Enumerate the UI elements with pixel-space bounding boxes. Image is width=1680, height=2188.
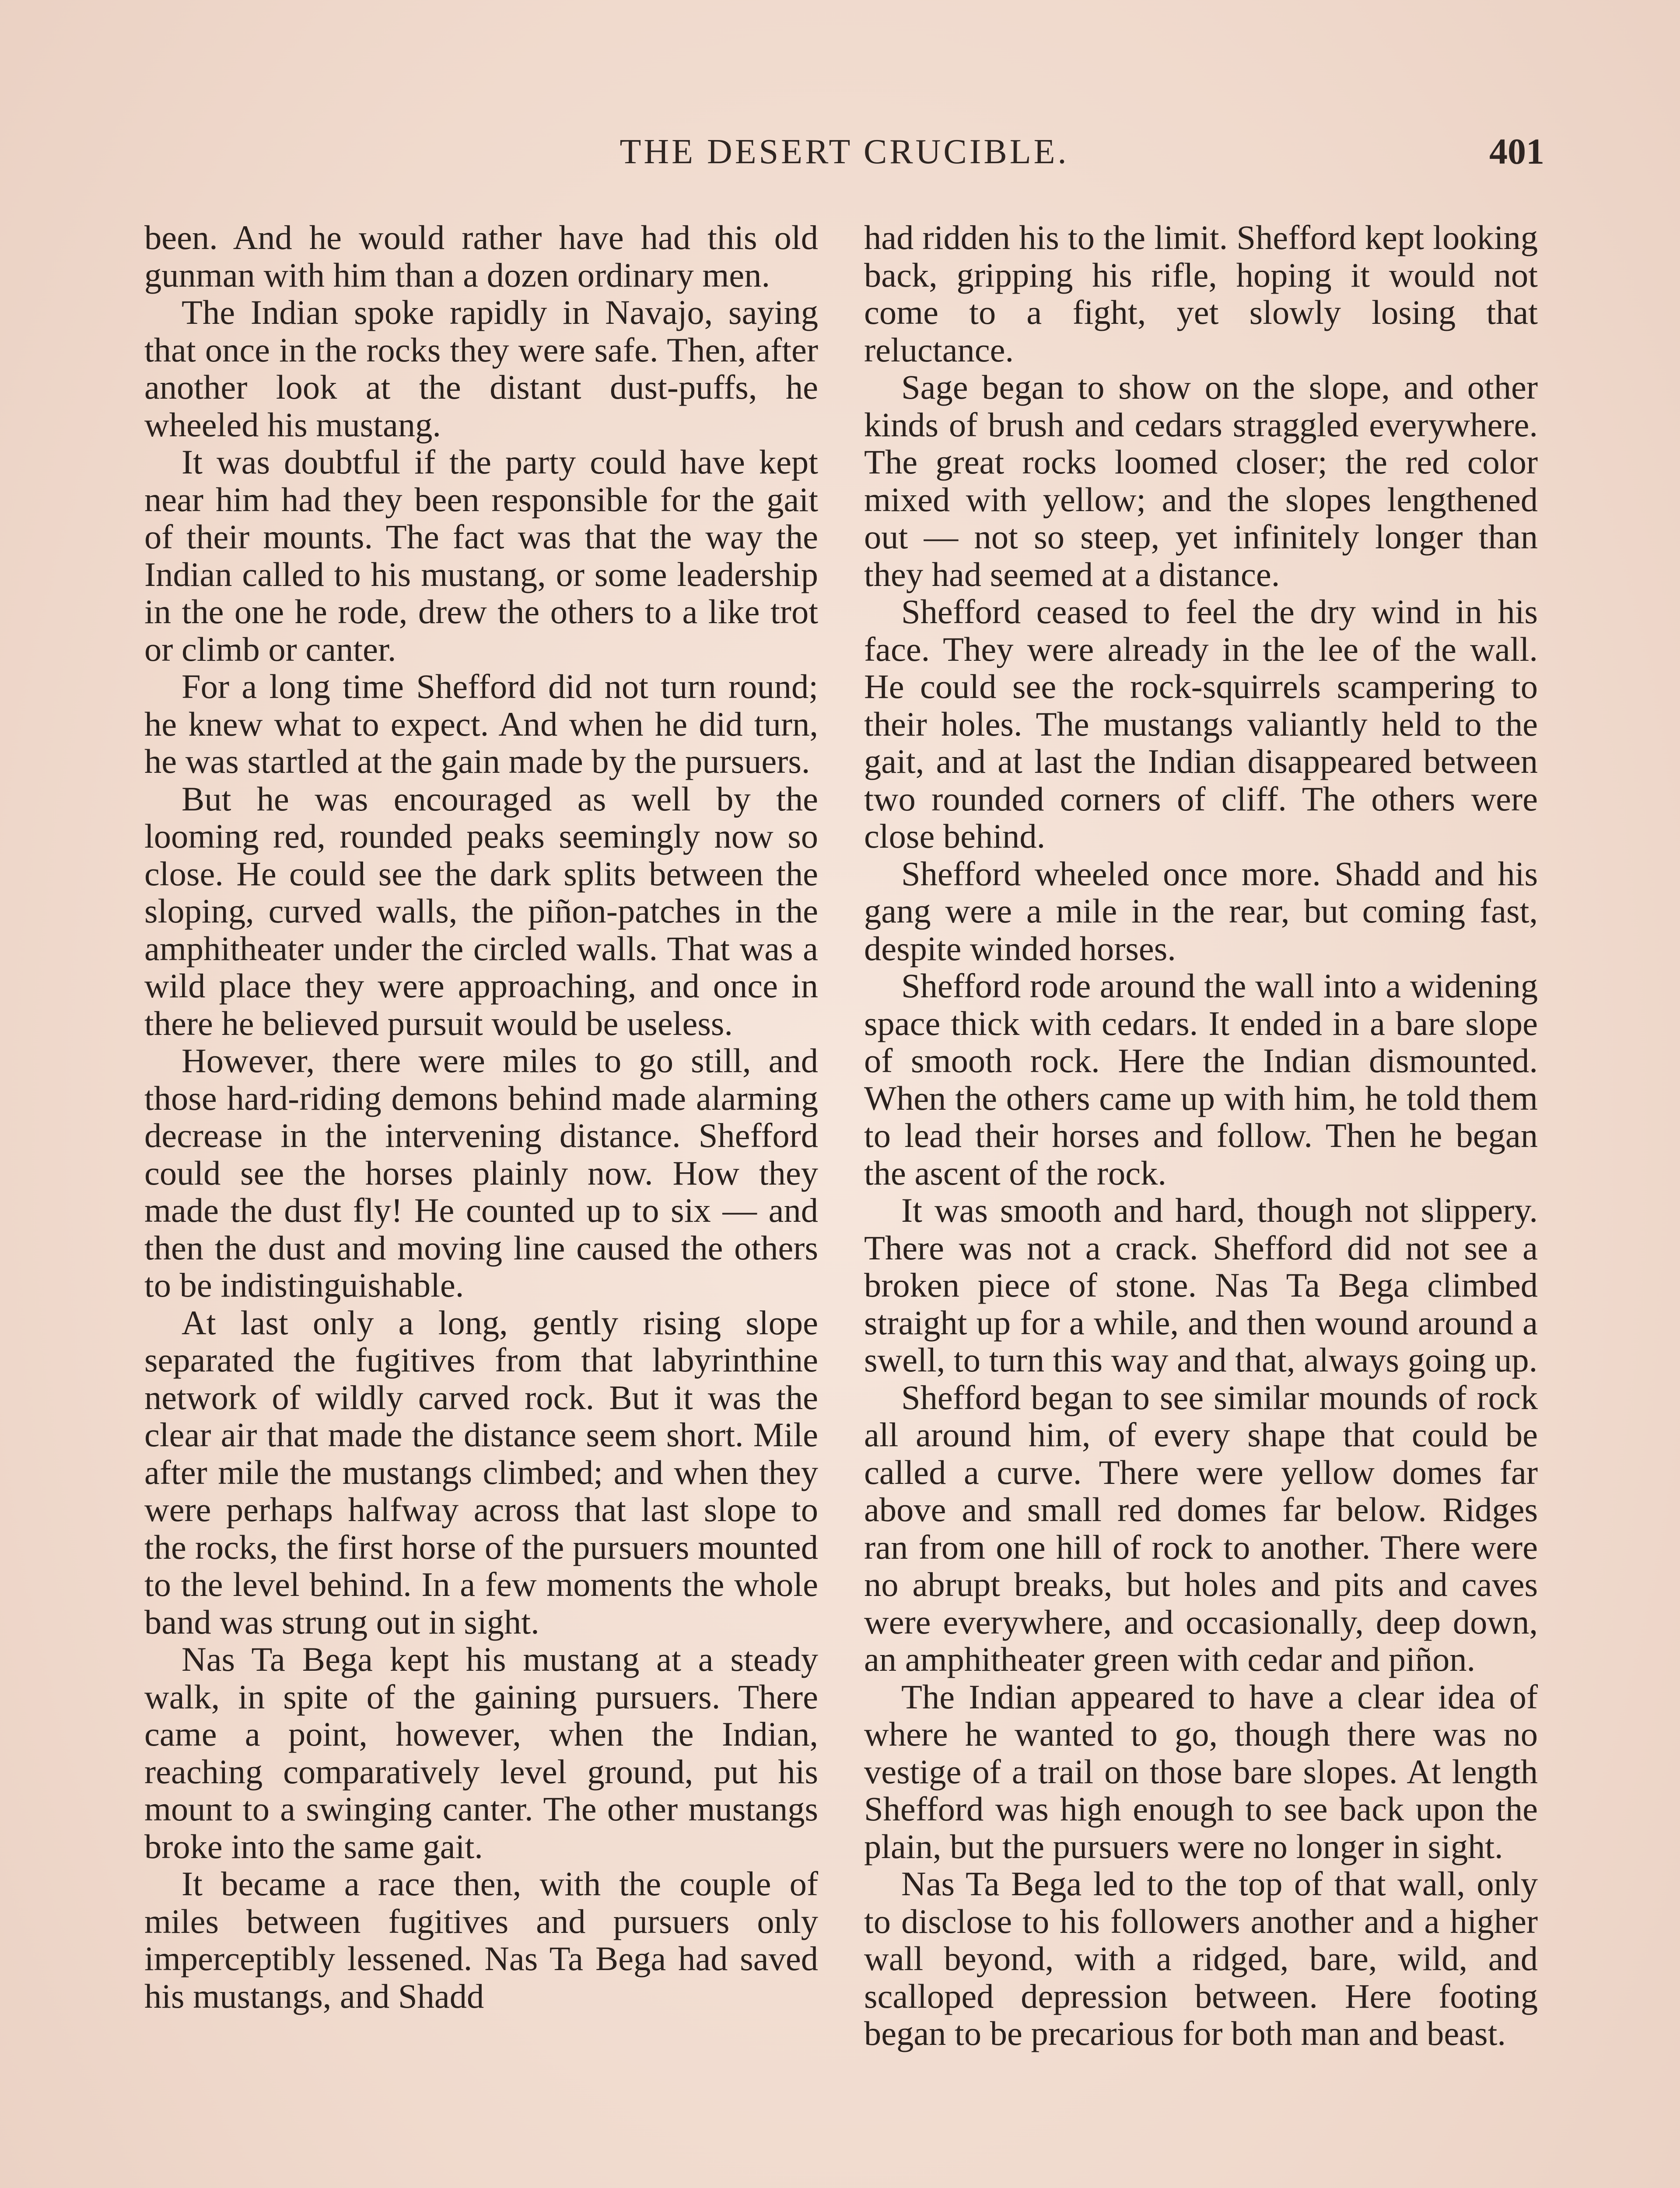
paragraph: Sage began to show on the slope, and other kinds of brush and cedars straggled everywhere. The great rocks loomed closer; the red color mixed with yellow; and the slopes lengthened out — not so steep, yet infinitely longer than they had seemed at a distance. xyxy=(864,368,1538,593)
paragraph: For a long time Shefford did not turn round; he knew what to expect. And when he did turn, he was startled at the gain made by the pursuers. xyxy=(144,667,818,780)
paragraph: It was doubtful if the party could have kept near him had they been responsible for the gait of their mounts. The fact was that the way the Indian called to his mustang, or some leadership in the one he rode, drew the others to a like trot or climb or canter. xyxy=(144,443,818,668)
paragraph: Nas Ta Bega kept his mustang at a steady walk, in spite of the gaining pursuers. There came a point, however, when the Indian, reaching comparatively level ground, put his mount to a swinging canter. The other mustangs broke into the same gait. xyxy=(144,1640,818,1865)
paragraph: Nas Ta Bega led to the top of that wall, only to disclose to his followers another and a higher wall beyond, with a ridged, bare, wild, and scalloped depression between. Here footing began to be precarious for both man and beast. xyxy=(864,1865,1538,2052)
paragraph: The Indian appeared to have a clear idea of where he wanted to go, though there was no vestige of a trail on those bare slopes. At length Shefford was high enough to see back upon the plain, but the pursuers were no longer in sight. xyxy=(864,1677,1538,1865)
paragraph: It was smooth and hard, though not slippery. There was not a crack. Shefford did not see a broken piece of stone. Nas Ta Bega climbed straight up for a while, and then wound around a swell, to turn this way and that, always going up. xyxy=(864,1191,1538,1379)
running-title: THE DESERT CRUCIBLE. xyxy=(620,133,1069,171)
page-number: 401 xyxy=(1489,131,1544,172)
paragraph: At last only a long, gently rising slope separated the fugitives from that labyrinthine network of wildly carved rock. But it was the clear air that made the distance seem short. Mile after mile the mustangs climbed; and when they were perhaps halfway across that last slope to the rocks, the first horse of the pursuers mounted to the level behind. In a few moments the whole band was strung out in sight. xyxy=(144,1303,818,1641)
paragraph: But he was encouraged as well by the looming red, rounded peaks seemingly now so close. He could see the dark splits between the sloping, curved walls, the piñon-patches in the amphitheater under the circled walls. That was a wild place they were approaching, and once in there he believed pursuit would be useless. xyxy=(144,779,818,1042)
left-column xyxy=(144,219,818,2015)
paragraph: Shefford ceased to feel the dry wind in his face. They were already in the lee of the wall. He could see the rock-squirrels scampering to their holes. The mustangs valiantly held to the gait, and at last the Indian disappeared between two rounded corners of cliff. The others were close behind. xyxy=(864,593,1538,855)
paragraph: had ridden his to the limit. Shefford kept looking back, gripping his rifle, hoping it would not come to a fight, yet slowly losing that reluctance. xyxy=(864,218,1538,369)
running-header xyxy=(144,128,1544,176)
paragraph: It became a race then, with the couple of miles between fugitives and pursuers only imperceptibly lessened. Nas Ta Bega had saved his mustangs, and Shadd xyxy=(144,1865,818,2015)
paragraph: Shefford began to see similar mounds of rock all around him, of every shape that could be called a curve. There were yellow domes far above and small red domes far below. Ridges ran from one hill of rock to another. There were no abrupt breaks, but holes and pits and caves were everywhere, and occasionally, deep down, an amphitheater green with cedar and piñon. xyxy=(864,1378,1538,1678)
paragraph: Shefford rode around the wall into a widening space thick with cedars. It ended in a bare slope of smooth rock. Here the Indian dismounted. When the others came up with him, he told them to lead their horses and follow. Then he began the ascent of the rock. xyxy=(864,967,1538,1192)
paragraph: The Indian spoke rapidly in Navajo, saying that once in the rocks they were safe. Then, after another look at the distant dust-puffs, he wheeled his mustang. xyxy=(144,293,818,444)
right-column xyxy=(864,219,1538,2052)
paragraph: been. And he would rather have had this old gunman with him than a dozen ordinary men. xyxy=(144,218,818,294)
paragraph: Shefford wheeled once more. Shadd and his gang were a mile in the rear, but coming fast, despite winded horses. xyxy=(864,854,1538,968)
paragraph: However, there were miles to go still, and those hard-riding demons behind made alarming decrease in the intervening distance. Shefford could see the horses plainly now. How they made the dust fly! He counted up to six — and then the dust and moving line caused the others to be indistinguishable. xyxy=(144,1041,818,1304)
